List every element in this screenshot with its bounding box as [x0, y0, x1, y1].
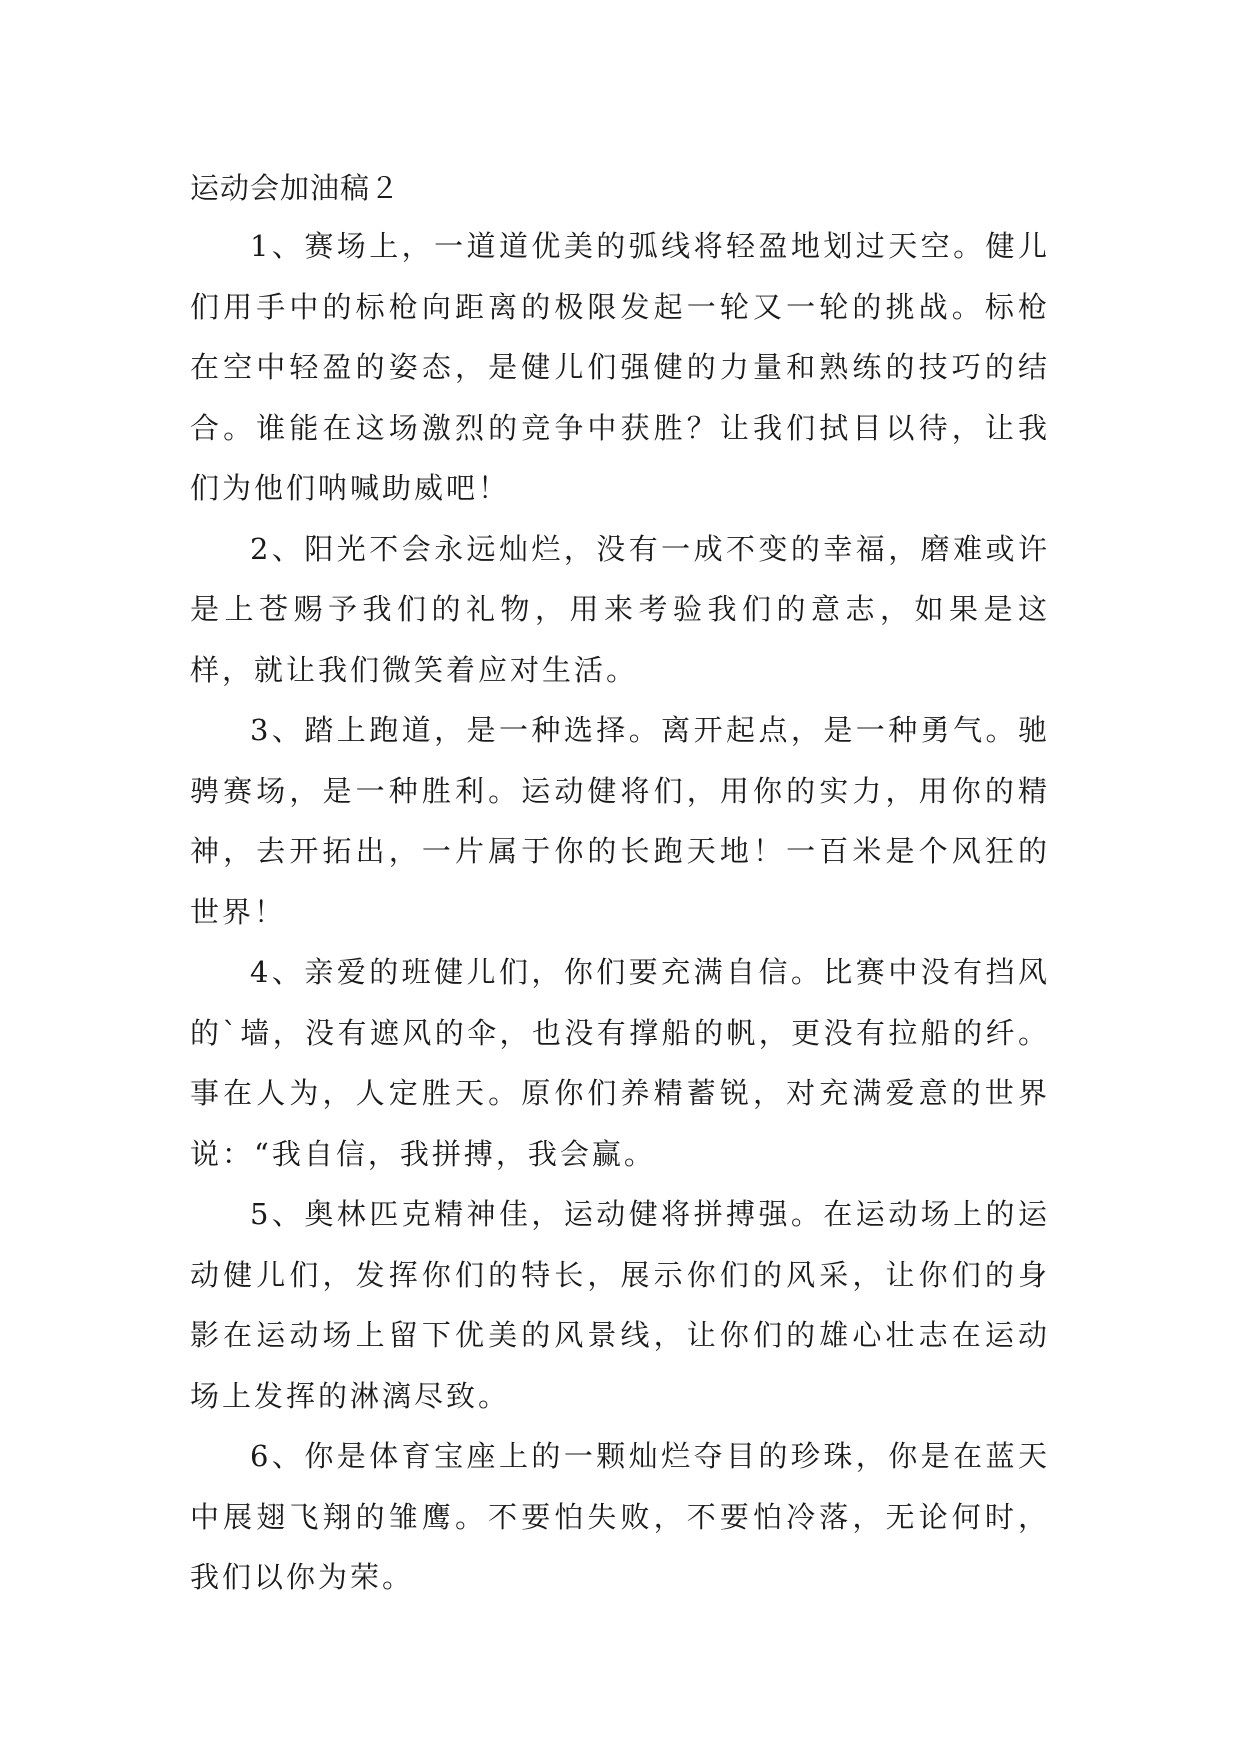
document-page	[190, 160, 1050, 1608]
paragraph-1: 1、赛场上，一道道优美的弧线将轻盈地划过天空。健儿们用手中的标枪向距离的极限发起一轮又一轮的挑战。标枪在空中轻盈的姿态，是健儿们强健的力量和熟练的技巧的结合。谁能在这场激烈的竞争中获胜？让我们拭目以待，让我们为他们呐喊助威吧！	[190, 229, 1050, 505]
paragraph-4: 4、亲爱的班健儿们，你们要充满自信。比赛中没有挡风的`墙，没有遮风的伞，也没有撑船的帆，更没有拉船的纤。事在人为，人定胜天。原你们养精蓄锐，对充满爱意的世界说：“我自信，我拼搏，我会赢。	[190, 955, 1050, 1171]
paragraph-3: 3、踏上跑道，是一种选择。离开起点，是一种勇气。驰骋赛场，是一种胜利。运动健将们，用你的实力，用你的精神，去开拓出，一片属于你的长跑天地！一百米是个风狂的世界！	[190, 713, 1050, 929]
paragraph-5: 5、奥林匹克精神佳，运动健将拼搏强。在运动场上的运动健儿们，发挥你们的特长，展示你们的风采，让你们的身影在运动场上留下优美的风景线，让你们的雄心壮志在运动场上发挥的淋漓尽致。	[190, 1197, 1050, 1413]
paragraph-2: 2、阳光不会永远灿烂，没有一成不变的幸福，磨难或许是上苍赐予我们的礼物，用来考验我们的意志，如果是这样，就让我们微笑着应对生活。	[190, 531, 1050, 687]
paragraph-6: 6、你是体育宝座上的一颗灿烂夺目的珍珠，你是在蓝天中展翅飞翔的雏鹰。不要怕失败，不要怕冷落，无论何时，我们以你为荣。	[190, 1439, 1050, 1594]
document-title: 运动会加油稿２	[190, 171, 401, 205]
